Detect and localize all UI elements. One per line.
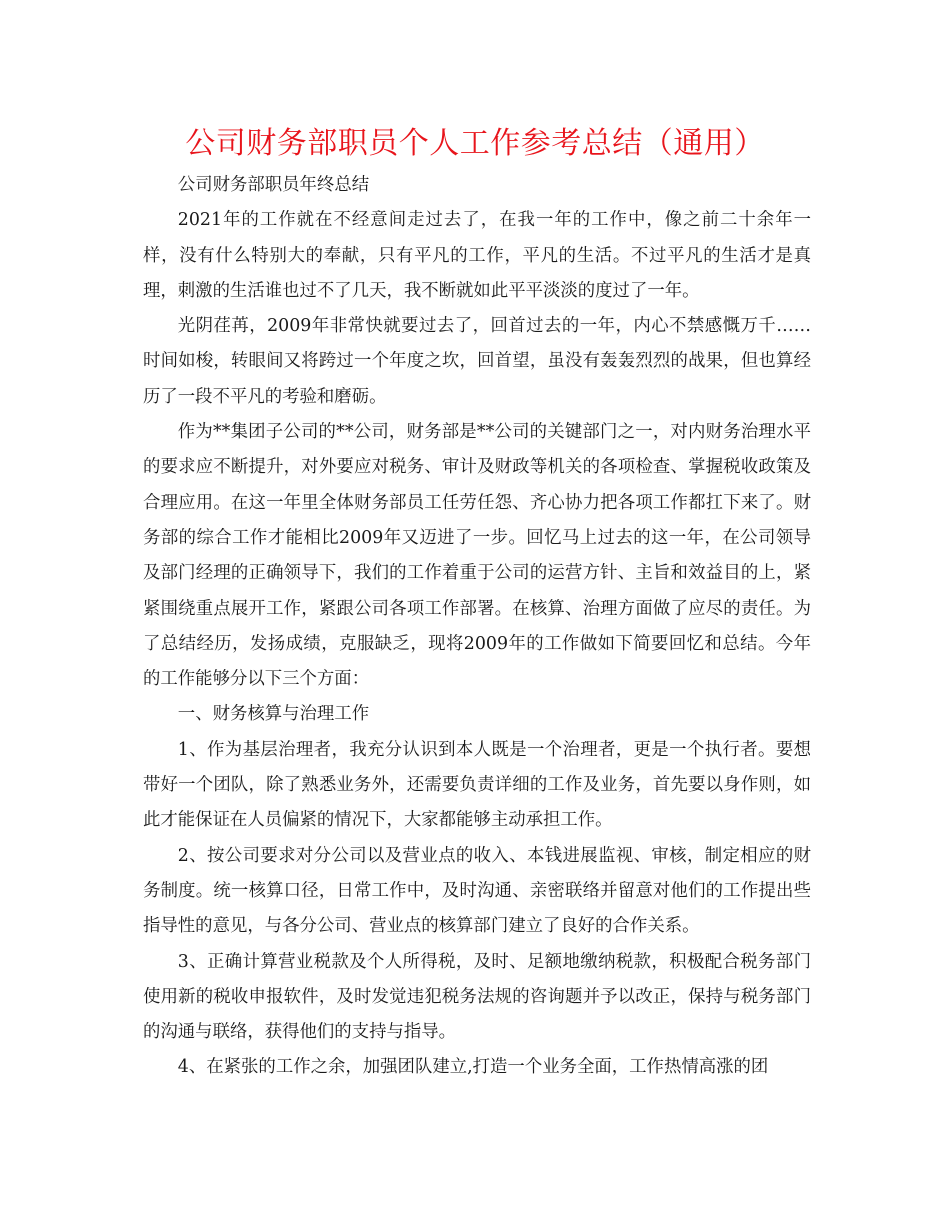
body-paragraph: 3、正确计算营业税款及个人所得税，及时、足额地缴纳税款，积极配合税务部门使用新的税收申报软件，及时发觉违犯税务法规的咨询题并予以改正，保持与税务部门的沟通与联络，获得他们的支持与指导。: [143, 951, 811, 1043]
document-title: 公司财务部职员个人工作参考总结（通用）: [185, 126, 765, 161]
body-paragraph: 4、在紧张的工作之余，加强团队建立,打造一个业务全面，工作热情高涨的团: [177, 1057, 769, 1078]
body-paragraph: 作为**集团子公司的**公司，财务部是**公司的关键部门之一，对内财务治理水平的要求应不断提升，对外要应对税务、审计及财政等机关的各项检查、掌握税收政策及合理应用。在这一年里全体财务部员工任劳任怨、齐心协力把各项工作都扛下来了。财务部的综合工作才能相比2009年又迈进了一步。回忆马上过去的这一年，在公司领导及部门经理的正确领导下，我们的工作着重于公司的运营方针、主旨和效益目的上，紧紧围绕重点展开工作，紧跟公司各项工作部署。在核算、治理方面做了应尽的责任。为了总结经历，发扬成绩，克服缺乏，现将2009年的工作做如下简要回忆和总结。今年的工作能够分以下三个方面：: [143, 422, 811, 690]
body-paragraph: 光阴荏苒，2009年非常快就要过去了，回首过去的一年，内心不禁感慨万千……时间如梭，转眼间又将跨过一个年度之坎，回首望，虽没有轰轰烈烈的战果，但也算经历了一段不平凡的考验和磨砺。: [143, 316, 811, 407]
body-paragraph: 2、按公司要求对分公司以及营业点的收入、本钱进展监视、审核，制定相应的财务制度。统一核算口径，日常工作中，及时沟通、亲密联络并留意对他们的工作提出些指导性的意见，与各分公司、营业点的核算部门建立了良好的合作关系。: [143, 845, 811, 937]
document-body: [143, 168, 811, 1086]
body-paragraph: 2021年的工作就在不经意间走过去了，在我一年的工作中，像之前二十余年一样，没有什么特别大的奉献，只有平凡的工作，平凡的生活。不过平凡的生活才是真理，刺激的生活谁也过不了几天，我不断就如此平平淡淡的度过了一年。: [143, 210, 811, 301]
body-paragraph: 1、作为基层治理者，我充分认识到本人既是一个治理者，更是一个执行者。要想带好一个团队，除了熟悉业务外，还需要负责详细的工作及业务，首先要以身作则，如此才能保证在人员偏紧的情况下，大家都能够主动承担工作。: [143, 739, 811, 831]
section-heading: 一、财务核算与治理工作: [177, 704, 370, 725]
subtitle-paragraph: 公司财务部职员年终总结: [177, 175, 370, 195]
